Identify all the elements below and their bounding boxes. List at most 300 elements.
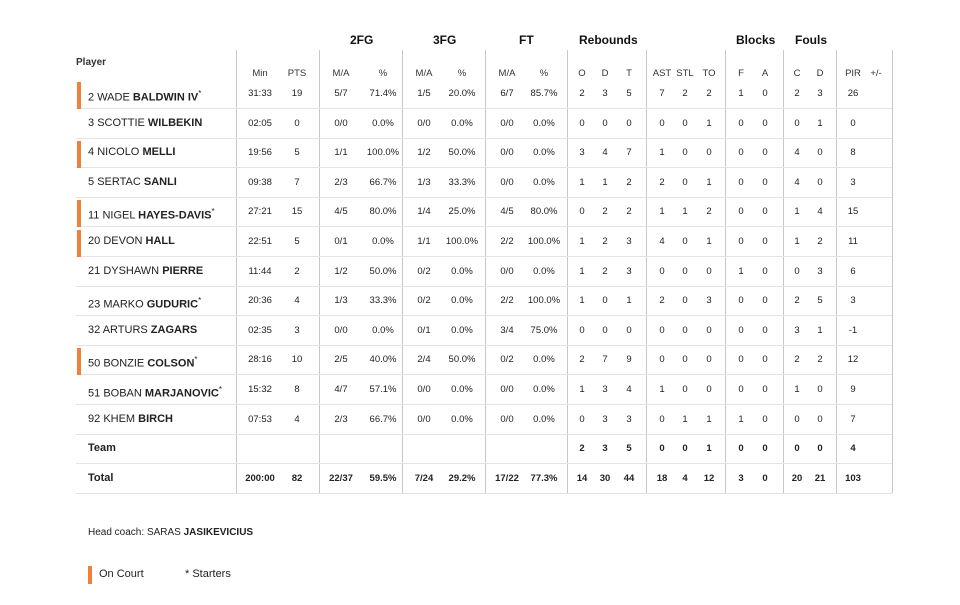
starter-marker: * <box>198 89 202 98</box>
first-name: BOBAN <box>103 387 142 400</box>
stat-cell: 0/1 <box>417 324 431 336</box>
starter-marker: * <box>194 355 198 365</box>
on-court-indicator <box>77 82 81 109</box>
stat-cell: 4 <box>794 176 800 188</box>
stat-cell: 0/2 <box>500 354 514 366</box>
stat-cell: 6 <box>850 265 856 277</box>
stat-cell: 4 <box>626 384 632 395</box>
first-name: SCOTTIE <box>97 116 145 129</box>
stat-cell: 1/3 <box>417 176 431 188</box>
first-name: BONZIE <box>103 358 145 371</box>
stat-cell <box>854 316 898 345</box>
group-header-ft: FT <box>519 33 534 47</box>
stat-cell: 0 <box>626 117 632 129</box>
stat-cell: 40.0% <box>369 354 397 366</box>
stat-cell: 1 <box>659 206 665 218</box>
player-name[interactable] <box>88 257 203 286</box>
stat-cell: 1/2 <box>417 147 431 159</box>
stat-cell: 0.0% <box>451 384 473 395</box>
stat-cell: 12 <box>703 472 715 484</box>
stat-cell: 15:32 <box>248 384 272 395</box>
stat-cell: 0/1 <box>334 236 348 247</box>
stat-cell: 4 <box>294 413 300 425</box>
player-row[interactable] <box>76 109 892 139</box>
jersey-number: 21 <box>88 264 101 277</box>
stat-cell: 5 <box>817 295 823 307</box>
stat-cell: 1 <box>659 147 665 159</box>
stat-cell: 30 <box>599 472 611 484</box>
stat-cell: 0 <box>706 147 712 159</box>
stat-cell: 17/22 <box>495 472 519 484</box>
stat-cell: 0 <box>294 117 300 129</box>
jersey-number: 4 <box>88 146 95 159</box>
column-header: F <box>738 68 744 79</box>
player-row[interactable] <box>76 257 892 287</box>
stat-cell: 1 <box>706 413 712 425</box>
stat-cell: 22:51 <box>248 236 272 247</box>
stat-cell: 200:00 <box>245 472 275 484</box>
stat-cell: 0/0 <box>334 117 348 129</box>
stat-cell: 9 <box>626 354 632 366</box>
stat-cell: 0 <box>850 117 856 129</box>
stat-cell: 7 <box>850 413 856 425</box>
stat-cell: 2/2 <box>500 236 514 247</box>
total-label: Total <box>88 471 114 484</box>
stat-cell: 0 <box>659 354 665 366</box>
jersey-number: 11 <box>88 210 100 223</box>
stat-cell: 0 <box>626 324 632 336</box>
stat-cell: 0.0% <box>451 265 473 277</box>
stat-cell: 3 <box>602 413 608 425</box>
stat-cell <box>361 434 405 463</box>
player-row[interactable] <box>76 79 892 109</box>
stat-cell: 0/0 <box>500 265 514 277</box>
stat-cell: 1 <box>682 413 688 425</box>
last-name: BIRCH <box>138 412 173 425</box>
stat-cell: 1 <box>706 117 712 129</box>
player-name[interactable] <box>88 197 215 226</box>
stat-cell: 1/4 <box>417 206 431 218</box>
last-name: PIERRE <box>162 264 204 277</box>
stat-cell: 1/2 <box>334 265 348 277</box>
stat-cell: 0 <box>682 176 688 188</box>
last-name: ZAGARS <box>150 323 198 336</box>
stat-cell: 0.0% <box>533 176 555 188</box>
stat-cell <box>440 434 484 463</box>
stat-cell: 50.0% <box>448 354 476 366</box>
stat-cell: 6/7 <box>500 88 514 99</box>
stat-cell: 0 <box>682 265 688 277</box>
stat-cell: 0 <box>602 295 608 307</box>
column-header: M/A <box>415 68 433 79</box>
stat-cell: 2 <box>579 354 585 366</box>
stat-cell: 2 <box>706 88 712 99</box>
stat-cell: 0 <box>762 236 768 247</box>
stat-cell <box>854 434 898 463</box>
stat-cell: 11 <box>848 236 858 247</box>
player-row[interactable] <box>76 138 892 168</box>
stat-cell: -1 <box>848 324 858 336</box>
stat-cell: 0.0% <box>533 354 555 366</box>
player-row[interactable] <box>76 168 892 198</box>
on-court-indicator <box>77 230 81 257</box>
stat-cell: 0 <box>602 324 608 336</box>
stat-cell: 0 <box>738 176 744 188</box>
stat-cell: 71.4% <box>369 88 397 99</box>
stat-cell: 0 <box>762 117 768 129</box>
stat-cell: 0 <box>817 384 823 395</box>
stat-cell: 2/2 <box>500 295 514 307</box>
first-name: NICOLO <box>97 146 140 159</box>
stat-cell: 4 <box>294 295 300 307</box>
stat-cell <box>275 434 319 463</box>
stat-cell: 4/5 <box>334 206 348 218</box>
stat-cell: 0.0% <box>372 324 394 336</box>
on-court-legend: On Court <box>99 568 144 580</box>
stat-cell: 31:33 <box>248 88 272 99</box>
stat-cell: 2 <box>659 295 665 307</box>
stat-cell: 0 <box>794 265 800 277</box>
jersey-number: 23 <box>88 298 101 311</box>
stat-cell: 0/0 <box>500 176 514 188</box>
stat-cell: 0 <box>659 117 665 129</box>
stat-cell: 3 <box>817 88 823 99</box>
stat-cell: 33.3% <box>448 176 476 188</box>
stat-cell: 100.0% <box>445 236 479 247</box>
stat-cell: 4 <box>682 472 688 484</box>
stat-cell: 2 <box>706 206 712 218</box>
stat-cell <box>854 286 898 315</box>
stat-cell: 2 <box>602 265 608 277</box>
stat-cell: 0 <box>762 88 768 99</box>
column-header: +/- <box>870 68 882 79</box>
stat-cell: 0 <box>738 324 744 336</box>
stat-cell: 0 <box>762 206 768 218</box>
stat-cell: 0.0% <box>533 384 555 395</box>
stat-cell <box>854 109 898 138</box>
stat-cell: 0 <box>682 354 688 366</box>
stat-cell: 0/0 <box>334 324 348 336</box>
column-header: % <box>378 68 388 79</box>
stat-cell: 0 <box>682 295 688 307</box>
stat-cell: 0 <box>762 147 768 159</box>
stat-cell: 1/1 <box>417 236 431 247</box>
player-name[interactable] <box>88 168 177 197</box>
column-header: Min <box>252 68 268 79</box>
stat-cell: 3/4 <box>500 324 514 336</box>
stat-cell: 2 <box>294 265 300 277</box>
stat-cell: 1 <box>659 384 665 395</box>
stat-cell: 0/2 <box>417 265 431 277</box>
column-header: D <box>601 68 609 79</box>
stat-cell: 2 <box>794 295 800 307</box>
stat-cell: 2/5 <box>334 354 348 366</box>
stat-cell: 0 <box>682 384 688 395</box>
group-header-blocks: Blocks <box>736 33 776 47</box>
stat-cell: 0 <box>762 265 768 277</box>
stat-cell: 21 <box>814 472 826 484</box>
stat-cell: 0 <box>659 265 665 277</box>
stat-cell: 0 <box>738 384 744 395</box>
player-row[interactable] <box>76 197 892 227</box>
stat-cell: 0 <box>762 176 768 188</box>
stat-cell: 0 <box>762 443 768 455</box>
stat-cell: 0.0% <box>372 117 394 129</box>
player-name[interactable] <box>88 345 198 374</box>
stat-cell: 4 <box>850 443 856 455</box>
column-header: D <box>816 68 824 79</box>
stat-cell: 1 <box>794 206 800 218</box>
player-row[interactable] <box>76 345 892 375</box>
stat-cell: 09:38 <box>248 176 272 188</box>
stat-cell <box>854 168 898 197</box>
stat-cell: 7 <box>626 147 632 159</box>
player-name[interactable] <box>88 227 175 256</box>
stat-cell: 18 <box>656 472 668 484</box>
stat-cell: 0 <box>682 236 688 247</box>
last-name: SANLI <box>143 175 177 188</box>
stat-cell <box>854 257 898 286</box>
stat-cell: 0 <box>817 443 823 455</box>
jersey-number: 51 <box>88 387 101 400</box>
stat-cell: 15 <box>291 206 303 218</box>
stat-cell: 0 <box>706 354 712 366</box>
stat-cell: 1 <box>738 413 744 425</box>
starter-marker: * <box>218 385 222 394</box>
stat-cell: 0/0 <box>500 384 514 395</box>
stat-cell: 22/37 <box>329 472 353 484</box>
stat-cell: 0/0 <box>417 384 431 395</box>
team-row <box>76 434 892 464</box>
last-name: MARJANOVIC <box>144 387 219 400</box>
stat-cell: 0/0 <box>500 117 514 129</box>
stat-cell: 1 <box>579 295 585 307</box>
stat-cell: 3 <box>626 265 632 277</box>
jersey-number: 5 <box>88 175 95 188</box>
stat-cell: 26 <box>847 88 859 99</box>
stat-cell: 0 <box>579 413 585 425</box>
stat-cell: 1 <box>626 295 632 307</box>
stat-cell: 3 <box>738 472 744 484</box>
stat-cell: 2 <box>626 206 632 218</box>
stat-cell: 1 <box>579 265 585 277</box>
on-court-indicator <box>77 200 81 227</box>
player-name[interactable] <box>88 286 201 315</box>
last-name: COLSON <box>147 358 195 371</box>
stat-cell: 2 <box>579 443 585 455</box>
first-name: NIGEL <box>102 210 136 223</box>
stat-cell: 0.0% <box>533 265 555 277</box>
stat-cell: 0 <box>794 443 800 455</box>
stat-cell: 2 <box>682 88 688 99</box>
total-row <box>76 464 892 494</box>
stat-cell: 1 <box>579 176 585 188</box>
stat-cell: 1 <box>738 265 744 277</box>
stat-cell: 1/3 <box>334 295 348 307</box>
stat-cell: 19 <box>291 88 303 99</box>
player-row[interactable] <box>76 405 892 435</box>
stat-cell: 02:35 <box>248 324 272 336</box>
stat-cell: 3 <box>626 236 632 247</box>
stat-cell: 8 <box>850 147 856 159</box>
jersey-number: 3 <box>88 116 95 129</box>
stat-cell: 19:56 <box>248 147 272 159</box>
stat-cell: 0 <box>579 117 585 129</box>
stat-cell: 75.0% <box>530 324 558 336</box>
group-header-fouls: Fouls <box>795 33 827 47</box>
stat-cell: 0 <box>659 413 665 425</box>
stat-cell: 2/4 <box>417 354 431 366</box>
stat-cell: 4 <box>602 147 608 159</box>
stat-cell: 2 <box>602 236 608 247</box>
starters-legend: * Starters <box>185 568 231 580</box>
on-court-legend-swatch <box>88 566 92 584</box>
stat-cell: 1 <box>579 236 585 247</box>
stat-cell: 1 <box>706 236 712 247</box>
stat-cell: 3 <box>294 324 300 336</box>
stat-cell: 7/24 <box>414 472 434 484</box>
stat-cell: 2/3 <box>334 176 348 188</box>
stat-cell: 85.7% <box>530 88 558 99</box>
stat-cell: 1 <box>682 206 688 218</box>
stat-cell: 1 <box>817 117 823 129</box>
stat-cell: 9 <box>850 384 856 395</box>
stat-cell: 7 <box>294 176 300 188</box>
player-name[interactable] <box>88 316 197 345</box>
stat-cell: 0.0% <box>533 413 555 425</box>
stat-cell: 50.0% <box>448 147 476 159</box>
stat-cell: 0/2 <box>417 295 431 307</box>
stat-cell: 0 <box>762 384 768 395</box>
stat-cell: 82 <box>291 472 303 484</box>
stat-cell: 57.1% <box>369 384 397 395</box>
column-header: O <box>578 68 586 79</box>
stat-cell: 2 <box>817 236 823 247</box>
stat-cell: 2 <box>794 88 800 99</box>
stat-cell: 0 <box>794 413 800 425</box>
stat-cell: 1 <box>817 324 823 336</box>
group-header-rebounds: Rebounds <box>579 33 638 47</box>
stat-cell: 2 <box>794 354 800 366</box>
stat-cell: 3 <box>794 324 800 336</box>
stat-cell: 8 <box>294 384 300 395</box>
stat-cell: 5 <box>294 147 300 159</box>
stat-cell: 0 <box>817 176 823 188</box>
player-row[interactable] <box>76 227 892 257</box>
stat-cell: 4 <box>659 236 665 247</box>
stat-cell: 0 <box>682 147 688 159</box>
stat-cell: 0 <box>738 443 744 455</box>
stat-cell: 66.7% <box>369 176 397 188</box>
stat-cell: 5 <box>626 88 632 99</box>
stat-cell: 80.0% <box>530 206 558 218</box>
stat-cell: 0 <box>762 324 768 336</box>
stat-cell: 0 <box>706 324 712 336</box>
stat-cell: 4/7 <box>334 384 348 395</box>
stat-cell: 3 <box>579 147 585 159</box>
jersey-number: 32 <box>88 323 101 336</box>
head-coach: Head coach: SARAS JASIKEVICIUS <box>88 527 254 538</box>
stat-cell: 0 <box>738 147 744 159</box>
last-name: HALL <box>145 235 175 247</box>
stat-cell: 3 <box>626 413 632 425</box>
stat-cell: 0.0% <box>533 117 555 129</box>
column-header: C <box>793 68 801 79</box>
stat-cell: 0 <box>817 413 823 425</box>
stat-cell: 0 <box>738 354 744 366</box>
stat-cell: 80.0% <box>369 206 397 218</box>
stat-cell: 02:05 <box>248 117 272 129</box>
player-name[interactable] <box>88 375 222 404</box>
first-name: WADE <box>97 91 130 104</box>
stat-cell: 25.0% <box>448 206 476 218</box>
stat-cell: 59.5% <box>369 472 397 484</box>
starter-marker: * <box>211 207 215 217</box>
stat-cell: 2 <box>579 88 585 99</box>
jersey-number: 20 <box>88 235 101 247</box>
stat-cell: 7 <box>659 88 665 99</box>
column-header: AST <box>652 68 672 79</box>
stat-cell: 0 <box>762 295 768 307</box>
stat-cell: 44 <box>623 472 635 484</box>
stat-cell: 0 <box>794 117 800 129</box>
stat-cell <box>854 375 898 404</box>
column-header: M/A <box>332 68 350 79</box>
stat-cell: 3 <box>602 443 608 455</box>
stat-cell: 15 <box>847 206 859 218</box>
column-header: % <box>539 68 549 79</box>
player-name[interactable] <box>88 109 202 138</box>
stat-cell: 3 <box>602 88 608 99</box>
player-name[interactable] <box>88 405 173 434</box>
player-name[interactable] <box>88 138 175 167</box>
column-header: PIR <box>845 68 861 79</box>
stat-cell: 10 <box>291 354 303 366</box>
stat-cell: 0 <box>579 206 585 218</box>
stat-cell: 0 <box>817 147 823 159</box>
stat-cell: 50.0% <box>369 265 397 277</box>
player-row[interactable] <box>76 286 892 316</box>
stat-cell: 0 <box>738 117 744 129</box>
stat-cell: 0 <box>738 206 744 218</box>
player-name[interactable] <box>88 79 201 108</box>
on-court-indicator <box>77 141 81 168</box>
column-header: T <box>626 68 632 79</box>
player-row[interactable] <box>76 375 892 405</box>
column-header: A <box>761 68 769 79</box>
stat-cell: 3 <box>706 295 712 307</box>
stat-cell: 0 <box>738 295 744 307</box>
column-header: M/A <box>498 68 516 79</box>
on-court-indicator <box>77 348 81 375</box>
stat-cell <box>854 227 898 256</box>
stat-cell: 0/0 <box>500 147 514 159</box>
stat-cell: 0 <box>706 384 712 395</box>
stat-cell: 1 <box>579 384 585 395</box>
stat-cell: 0.0% <box>533 147 555 159</box>
player-row[interactable] <box>76 316 892 346</box>
stat-cell <box>854 197 898 226</box>
stat-cell: 14 <box>576 472 588 484</box>
stat-cell: 66.7% <box>369 413 397 425</box>
stat-cell: 2 <box>817 354 823 366</box>
jersey-number: 92 <box>88 412 101 425</box>
stat-cell: 0.0% <box>451 324 473 336</box>
stat-cell: 0.0% <box>372 236 394 247</box>
stat-cell: 0 <box>659 443 665 455</box>
stat-cell: 0 <box>602 117 608 129</box>
stat-cell: 5 <box>626 443 632 455</box>
